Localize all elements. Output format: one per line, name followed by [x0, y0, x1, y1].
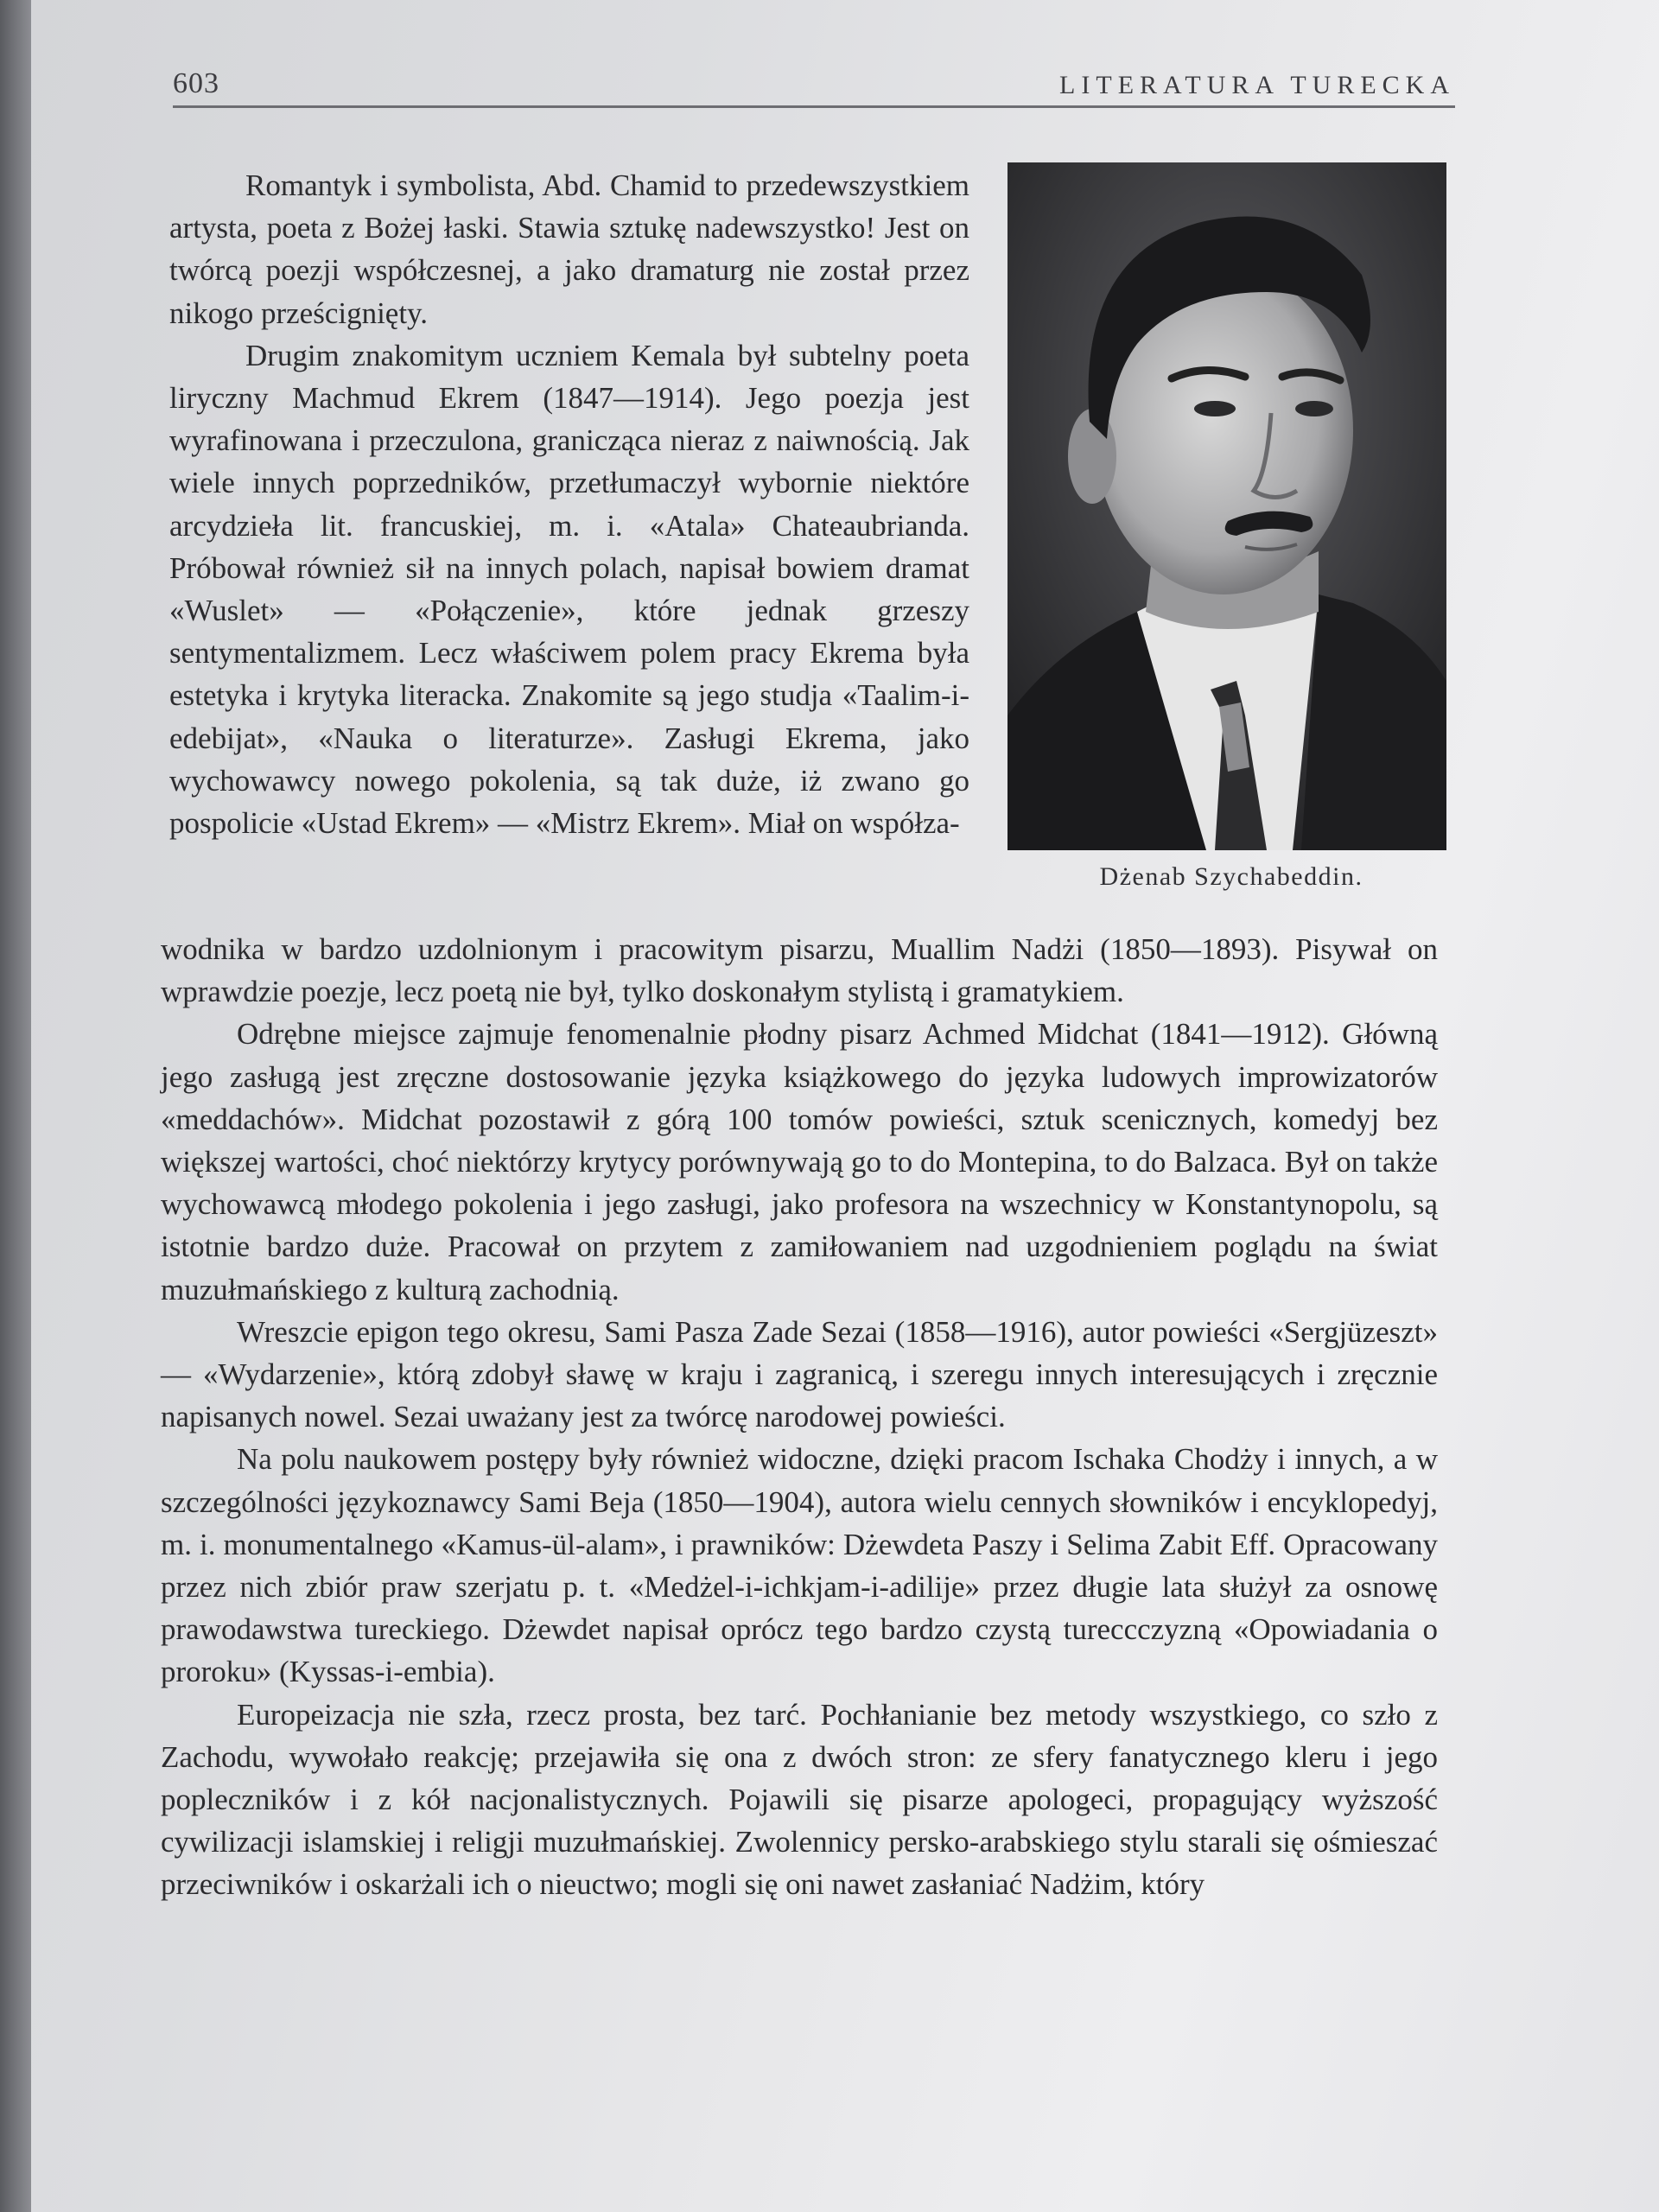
running-title: LITERATURA TURECKA	[1059, 71, 1455, 99]
portrait-photo	[1007, 162, 1446, 850]
page-number: 603	[173, 67, 219, 99]
running-header	[173, 67, 1455, 108]
paragraph: Europeizacja nie szła, rzecz prosta, bez tarć. Pochłanianie bez metody wszystkiego, co szło z Zachodu, wywołało reakcję; przejawiła się ona z dwóch stron: ze sfery fanatycznego kleru i jego popleczników i z kół nacjonalistycznych. Pojawili się pisarze apologeci, propagujący wyższość cywilizacji islamskiej i religji muzułmańskiej. Zwolennicy persko-arabskiego stylu starali się ośmieszać przeciwników i oskarżali ich o nieuctwo; mogli się oni nawet zasłaniać Nadżim, który	[161, 1697, 1438, 1902]
book-spine-edge	[0, 0, 31, 2212]
paragraph: Na polu naukowem postępy były również widoczne, dzięki pracom Ischaka Chodży i innych, a w szczególności językoznawcy Sami Beja (1850—1904), autora wielu cennych słowników i encyklopedyj, m. i. monumentalnego «Kamus-ül-alam», i prawników: Dżewdeta Paszy i Selima Zabit Eff. Opracowany przez nich zbiór praw szerjatu p. t. «Medżel-i-ichkjam-i-adilije» przez długie lata służył za osnowę prawodawstwa tureckiego. Dżewdet napisał oprócz tego bardzo czystą tureccczyzną «Opowiadania o proroku» (Kyssas-i-embia).	[161, 1442, 1438, 1689]
paragraph: Romantyk i symbolista, Abd. Chamid to przedewszystkiem artysta, poeta z Bożej łaski. Stawia sztukę nadewszystko! Jest on twórcą poezji współczesnej, a jako dramaturg nie został przez nikogo prześcignięty.	[169, 168, 969, 330]
figure-caption: Dżenab Szychabeddin.	[1099, 862, 1363, 891]
text-column-full-width	[161, 928, 1438, 1906]
paragraph: Wreszcie epigon tego okresu, Sami Pasza Zade Sezai (1858—1916), autor powieści «Sergjüzeszt» — «Wydarzenie», którą zdobył sławę w kraju i zagranicą, i szeregu innych interesujących i zręcznie napisanych nowel. Sezai uważany jest za twórcę narodowej powieści.	[161, 1314, 1438, 1434]
portrait-figure	[1007, 162, 1446, 892]
text-column-beside-figure	[169, 164, 969, 844]
paragraph-continuation: wodnika w bardzo uzdolnionym i pracowitym pisarzu, Muallim Nadżi (1850—1893). Pisywał on wprawdzie poezje, lecz poetą nie był, tylko doskonałym stylistą i gramatykiem.	[161, 932, 1438, 1009]
paragraph: Odrębne miejsce zajmuje fenomenalnie płodny pisarz Achmed Midchat (1841—1912). Główną jego zasługą jest zręczne dostosowanie języka książkowego do języka ludowych improwizatorów «meddachów». Midchat pozostawił z górą 100 tomów powieści, sztuk scenicznych, komedyj bez większej wartości, choć niektórzy krytycy porównywają go to do Montepina, to do Balzaca. Był on także wychowawcą młodego pokolenia i jego zasługi, jako profesora na wszechnicy w Konstantynopolu, są istotnie bardzo duże. Pracował on przytem z zamiłowaniem nad uzgodnieniem poglądu na świat muzułmańskiego z kulturą zachodnią.	[161, 1017, 1438, 1306]
paragraph: Drugim znakomitym uczniem Kemala był subtelny poeta liryczny Machmud Ekrem (1847—1914). Jego poezja jest wyrafinowana i przeczulona, granicząca nieraz z naiwnością. Jak wiele innych poprzedników, przetłumaczył wybornie niektóre arcydzieła lit. francuskiej, m. i. «Atala» Chateaubrianda. Próbował również sił na innych polach, napisał bowiem dramat «Wuslet» — «Połączenie», które jednak grzeszy sentymentalizmem. Lecz właściwem polem pracy Ekrema była estetyka i krytyka literacka. Znakomite są jego studja «Taalim-i-edebijat», «Nauka o literaturze». Zasługi Ekrema, jako wychowawcy nowego pokolenia, są tak duże, iż zwano go pospolicie «Ustad Ekrem» — «Mistrz Ekrem». Miał on współza-	[169, 338, 969, 841]
book-page	[31, 0, 1659, 2212]
